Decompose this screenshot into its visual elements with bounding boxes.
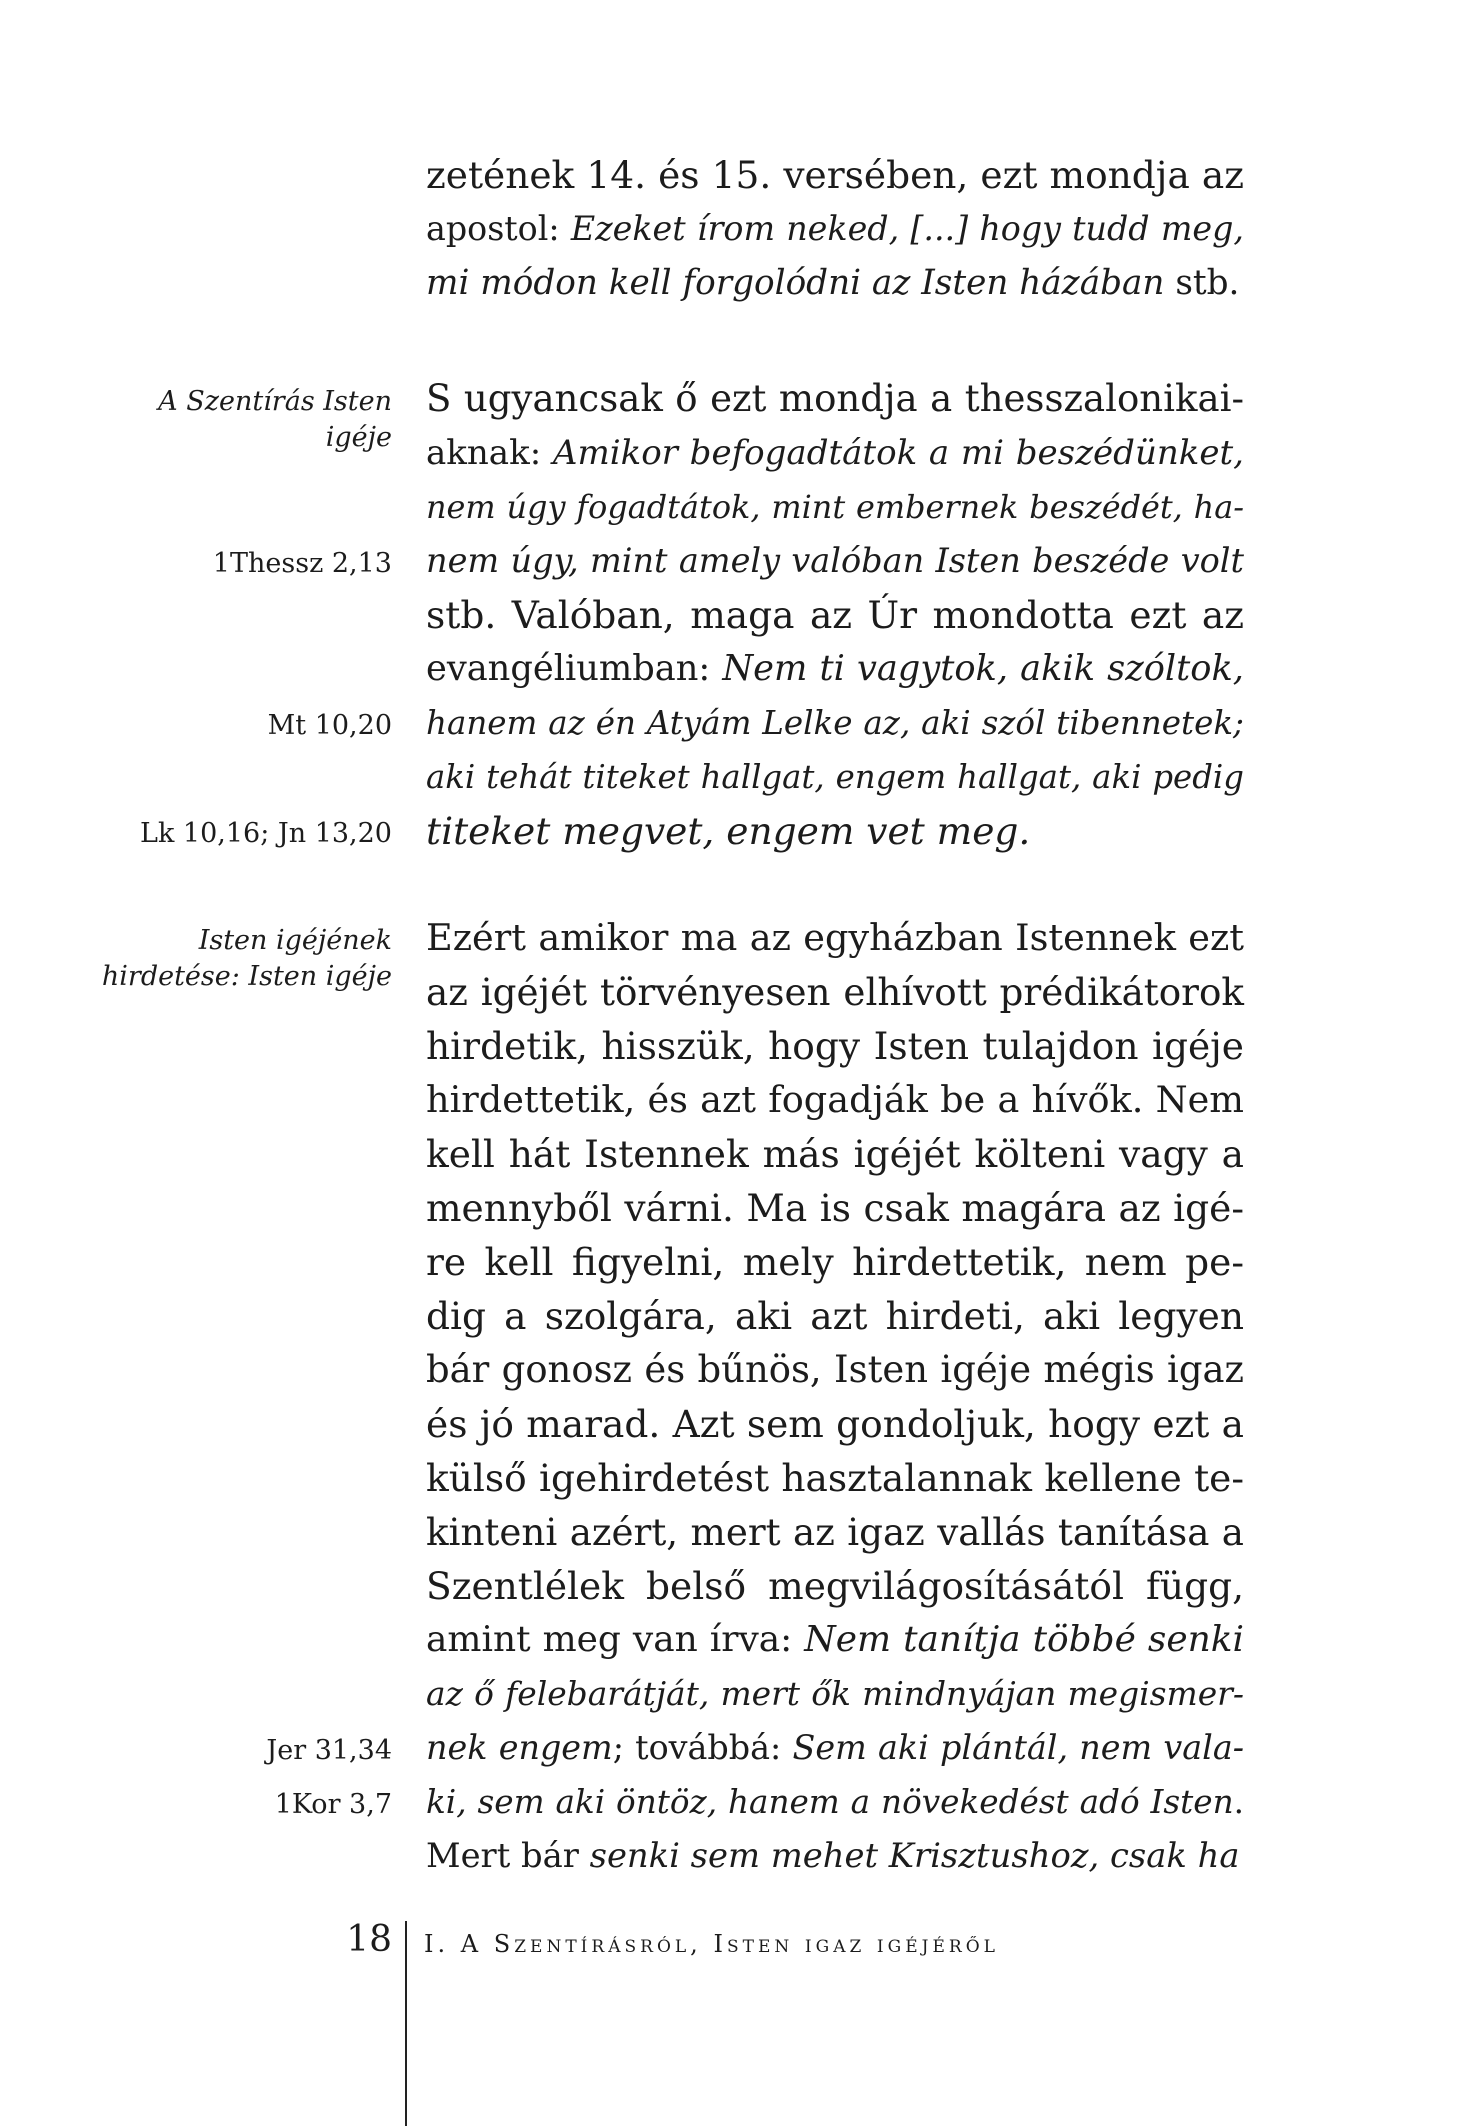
margin-note-ref-mt: Mt 10,20 xyxy=(267,710,392,741)
text-segment: hirdetik, hisszük, hogy Isten tulajdon igéje xyxy=(426,1024,1244,1068)
italic-segment: Nem ti vagytok, akik szóltok, xyxy=(722,648,1244,689)
text-line xyxy=(426,426,1244,480)
page-number: 18 xyxy=(346,1919,392,1960)
text-segment: hirdettetik, és azt fogadják be a hívők. Nem xyxy=(426,1078,1244,1121)
text-segment: Szentlélek belső megvilágosításától függ, xyxy=(426,1564,1244,1608)
text-line xyxy=(426,1505,1244,1559)
text-segment: stb. xyxy=(1164,263,1240,303)
italic-segment: Nem tanítja többé senki xyxy=(804,1619,1244,1660)
footer-divider xyxy=(405,1921,407,2126)
text-line xyxy=(426,1613,1244,1667)
margin-note-preaching-heading: Isten igéjének xyxy=(198,925,392,956)
text-line xyxy=(426,1019,1244,1073)
text-line xyxy=(426,1451,1244,1505)
italic-segment: az ő felebarátját, mert ők mindnyájan megismer- xyxy=(426,1674,1244,1713)
running-head: I. A SZENTÍRÁSRÓL, ISTEN IGAZ IGÉJÉRŐL xyxy=(424,1930,999,1958)
text-line xyxy=(426,804,1244,858)
text-line xyxy=(426,965,1244,1019)
text-segment: bár gonosz és bűnös, Isten igéje mégis igaz xyxy=(426,1348,1244,1391)
text-line xyxy=(426,372,1244,426)
text-segment: Ezért amikor ma az egyházban Istennek ezt xyxy=(426,916,1244,959)
text-line xyxy=(426,1289,1244,1343)
text-segment: mennyből várni. Ma is csak magára az igé- xyxy=(426,1186,1244,1230)
text-line xyxy=(426,1181,1244,1235)
text-line xyxy=(426,1235,1244,1289)
text-segment: stb. Valóban, maga az Úr mondotta ezt az xyxy=(426,593,1244,637)
text-segment: kinteni azért, mert az igaz vallás tanítása a xyxy=(426,1510,1244,1554)
text-line xyxy=(426,1343,1244,1397)
italic-segment: aki tehát titeket hallgat, engem hallgat, aki pedig xyxy=(426,758,1244,796)
italic-segment: Amikor befogadtátok a mi beszédünket, xyxy=(552,433,1244,473)
text-line xyxy=(426,1559,1244,1613)
text-line xyxy=(426,1721,1244,1775)
italic-segment: senki sem mehet Krisztushoz, csak ha xyxy=(589,1836,1240,1875)
text-line xyxy=(426,1775,1244,1829)
margin-note-ref-jer: Jer 31,34 xyxy=(266,1735,392,1766)
text-line xyxy=(426,911,1244,965)
italic-segment: Ezeket írom neked, [...] hogy tudd meg, xyxy=(570,209,1244,248)
text-line xyxy=(426,1397,1244,1451)
text-line xyxy=(426,148,1244,202)
italic-segment: mi módon kell forgolódni az Isten házában xyxy=(426,263,1165,303)
text-line xyxy=(426,1073,1244,1127)
text-segment: zetének 14. és 15. versében, ezt mondja az xyxy=(426,153,1244,197)
text-line xyxy=(426,696,1244,750)
text-line xyxy=(426,588,1244,642)
text-segment: amint meg van írva: xyxy=(426,1619,805,1660)
italic-segment: titeket megvet, engem vet meg. xyxy=(426,809,1031,853)
text-line xyxy=(426,534,1244,588)
text-segment: kell hát Istennek más igéjét költeni vagy a xyxy=(426,1132,1244,1176)
text-line xyxy=(426,480,1244,534)
italic-segment: hanem az én Atyám Lelke az, aki szól tibennetek; xyxy=(426,704,1244,742)
text-segment: . xyxy=(1233,1783,1244,1821)
margin-note-ref-1kor: 1Kor 3,7 xyxy=(274,1789,392,1820)
italic-segment: nem úgy fogadtátok, mint embernek beszédét, ha- xyxy=(426,488,1244,526)
margin-note-ref-1thessz: 1Thessz 2,13 xyxy=(212,548,392,579)
text-line xyxy=(426,256,1244,310)
text-segment: aknak: xyxy=(426,433,553,473)
italic-segment: nek engem xyxy=(426,1728,613,1767)
italic-segment: nem úgy, mint amely valóban Isten beszéde volt xyxy=(426,541,1244,580)
text-segment: ; továbbá: xyxy=(612,1728,793,1767)
margin-note-scripture-heading: A Szentírás Isten xyxy=(158,386,392,417)
text-segment: apostol: xyxy=(426,209,571,248)
text-line xyxy=(426,1127,1244,1181)
text-line xyxy=(426,642,1244,696)
paragraph-continuation xyxy=(426,148,1244,310)
italic-segment: Sem aki plántál, nem vala- xyxy=(792,1728,1245,1767)
text-segment: re kell figyelni, mely hirdettetik, nem pe- xyxy=(426,1240,1244,1284)
text-line xyxy=(426,202,1244,256)
text-segment: Mert bár xyxy=(426,1836,590,1875)
text-segment: és jó marad. Azt sem gondoljuk, hogy ezt a xyxy=(426,1402,1244,1446)
margin-note-preaching-heading-cont: hirdetése: Isten igéje xyxy=(101,961,392,992)
margin-note-ref-lk-jn: Lk 10,16; Jn 13,20 xyxy=(140,818,392,849)
text-segment: külső igehirdetést hasztalannak kellene te- xyxy=(426,1456,1244,1500)
italic-segment: ki, sem aki öntöz, hanem a növekedést adó Isten xyxy=(426,1783,1234,1821)
text-line xyxy=(426,750,1244,804)
text-segment: evangéliumban: xyxy=(426,648,723,689)
text-segment: dig a szolgára, aki azt hirdeti, aki legyen xyxy=(426,1294,1244,1338)
text-segment: az igéjét törvényesen elhívott prédikátorok xyxy=(426,970,1244,1014)
paragraph-preaching xyxy=(426,911,1244,1883)
text-segment: S ugyancsak ő ezt mondja a thesszalonikai- xyxy=(426,377,1244,420)
margin-note-scripture-heading-cont: igéje xyxy=(325,422,392,453)
text-line xyxy=(426,1829,1244,1883)
text-line xyxy=(426,1667,1244,1721)
paragraph-thessalonians xyxy=(426,372,1244,858)
